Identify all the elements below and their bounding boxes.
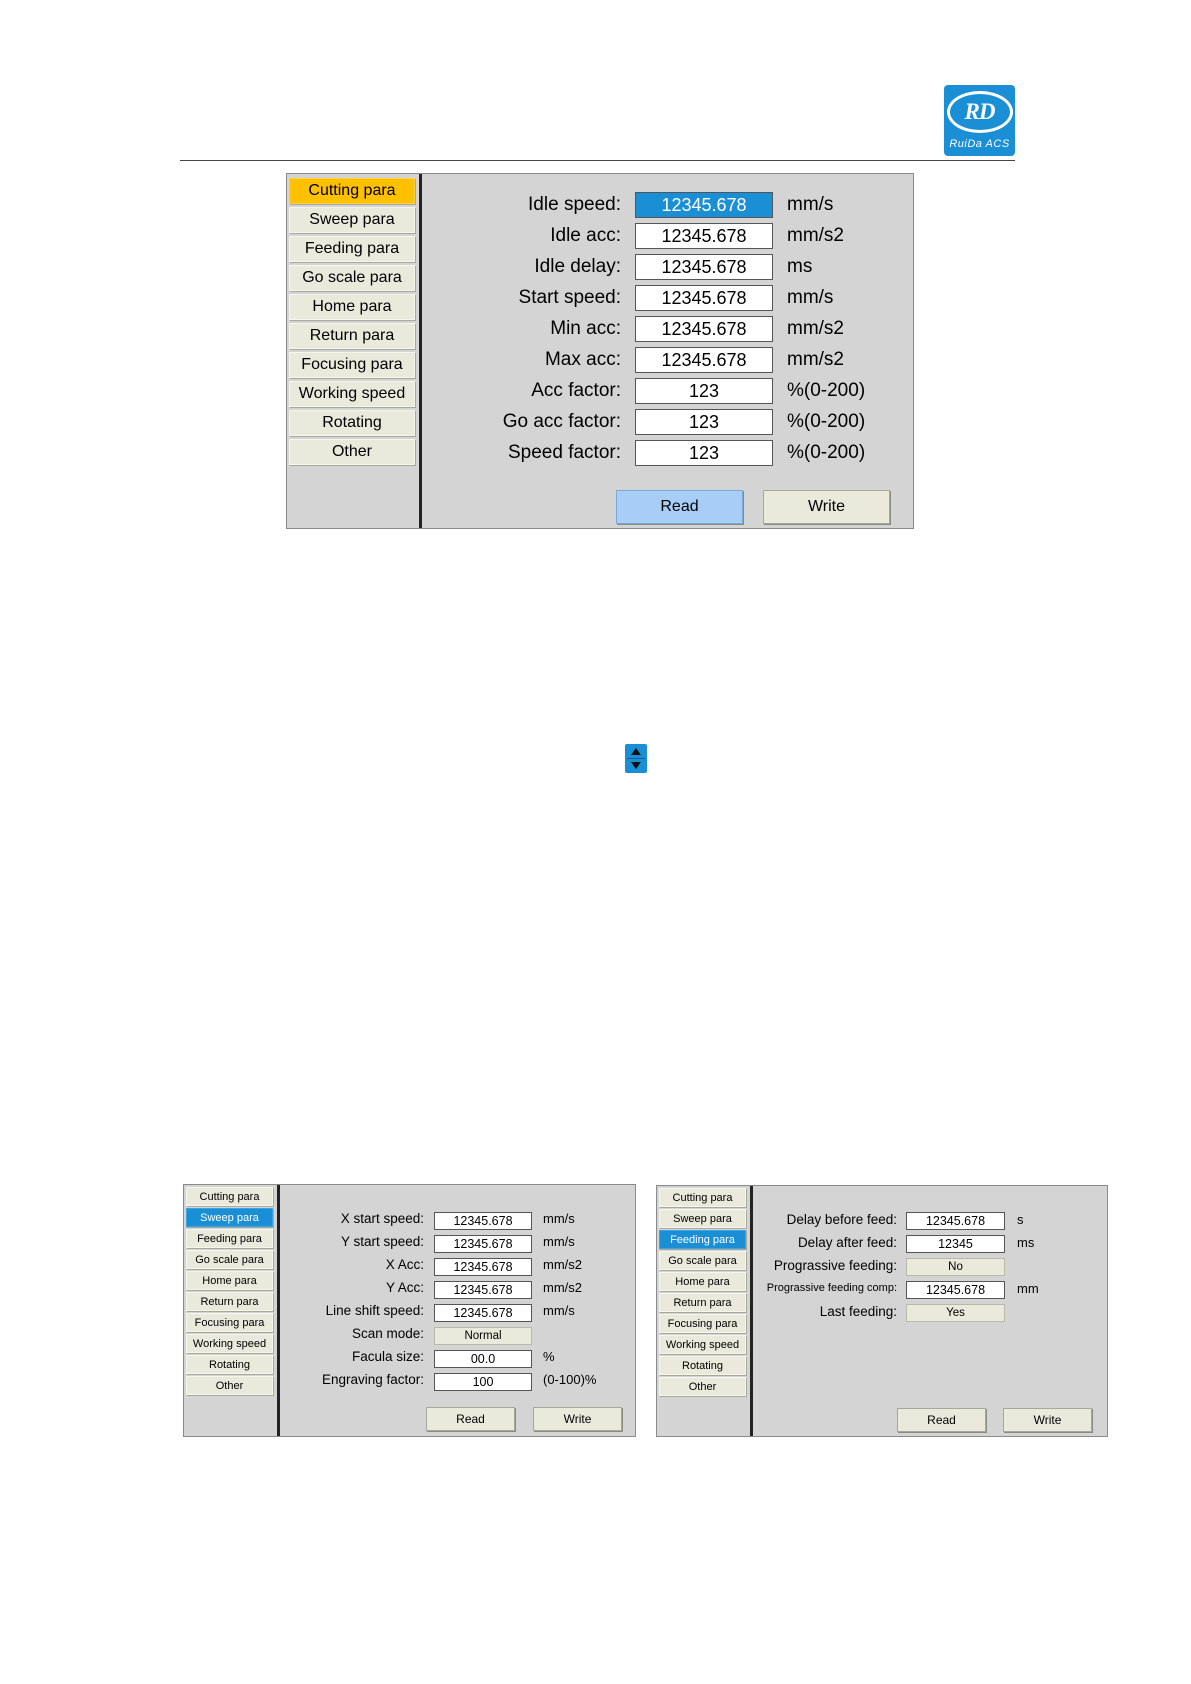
read-button[interactable]: Read	[897, 1408, 986, 1432]
acc-factor-field[interactable]: 123	[635, 378, 773, 404]
delay-before-feed-label: Delay before feed:	[786, 1212, 897, 1227]
y-start-speed-label: Y start speed:	[340, 1234, 424, 1249]
progressive-feeding-comp-unit: mm	[1017, 1281, 1039, 1296]
idle-delay-unit: ms	[787, 256, 813, 277]
up-down-spin-icon	[625, 744, 647, 773]
delay-before-feed-unit: s	[1017, 1212, 1024, 1227]
y-acc-unit: mm/s2	[543, 1280, 582, 1295]
scan-mode-label: Scan mode:	[351, 1326, 424, 1341]
idle-speed-unit: mm/s	[787, 194, 834, 215]
facula-size-field[interactable]: 00.0	[434, 1350, 532, 1368]
x-start-speed-unit: mm/s	[543, 1211, 575, 1226]
max-acc-unit: mm/s2	[787, 349, 844, 370]
menu-item-focusing-para[interactable]: Focusing para	[659, 1314, 746, 1333]
sweep-para-panel	[183, 1184, 636, 1437]
x-acc-unit: mm/s2	[543, 1257, 582, 1272]
progressive-feeding-comp-label: Prograssive feeding comp:	[766, 1282, 897, 1294]
progressive-feeding-label: Prograssive feeding:	[773, 1258, 897, 1273]
max-acc-field[interactable]: 12345.678	[635, 347, 773, 373]
menu-item-go-scale-para[interactable]: Go scale para	[289, 265, 415, 291]
read-button[interactable]: Read	[426, 1407, 515, 1431]
start-speed-label: Start speed:	[518, 287, 621, 308]
menu-item-cutting-para[interactable]: Cutting para	[186, 1187, 273, 1206]
menu-item-working-speed[interactable]: Working speed	[659, 1335, 746, 1354]
line-shift-speed-unit: mm/s	[543, 1303, 575, 1318]
write-button[interactable]: Write	[763, 490, 890, 524]
min-acc-unit: mm/s2	[787, 318, 844, 339]
go-acc-factor-field[interactable]: 123	[635, 409, 773, 435]
go-acc-factor-label: Go acc factor:	[502, 411, 621, 432]
speed-factor-unit: %(0-200)	[787, 442, 866, 463]
min-acc-field[interactable]: 12345.678	[635, 316, 773, 342]
menu-item-home-para[interactable]: Home para	[659, 1272, 746, 1291]
cutting-para-panel	[286, 173, 914, 529]
max-acc-label: Max acc:	[544, 349, 621, 370]
facula-size-label: Facula size:	[351, 1349, 424, 1364]
engraving-factor-field[interactable]: 100	[434, 1373, 532, 1391]
idle-speed-label: Idle speed:	[528, 194, 621, 215]
idle-acc-label: Idle acc:	[550, 225, 621, 246]
scan-mode-select[interactable]: Normal	[434, 1327, 532, 1345]
y-start-speed-field[interactable]: 12345.678	[434, 1235, 532, 1253]
menu-item-other[interactable]: Other	[659, 1377, 746, 1396]
line-shift-speed-label: Line shift speed:	[325, 1303, 424, 1318]
y-acc-field[interactable]: 12345.678	[434, 1281, 532, 1299]
param-menu	[287, 174, 422, 528]
progressive-feeding-comp-field[interactable]: 12345.678	[906, 1281, 1005, 1299]
param-menu	[657, 1186, 753, 1436]
menu-item-sweep-para[interactable]: Sweep para	[186, 1208, 273, 1227]
param-menu	[184, 1185, 280, 1436]
write-button[interactable]: Write	[1003, 1408, 1092, 1432]
delay-after-feed-field[interactable]: 12345	[906, 1235, 1005, 1253]
menu-item-other[interactable]: Other	[289, 439, 415, 465]
menu-item-home-para[interactable]: Home para	[186, 1271, 273, 1290]
menu-item-cutting-para[interactable]: Cutting para	[289, 178, 415, 204]
start-speed-unit: mm/s	[787, 287, 834, 308]
menu-item-go-scale-para[interactable]: Go scale para	[186, 1250, 273, 1269]
last-feeding-select[interactable]: Yes	[906, 1304, 1005, 1322]
write-button[interactable]: Write	[533, 1407, 622, 1431]
header-rule	[180, 160, 1015, 161]
y-acc-label: Y Acc:	[385, 1280, 424, 1295]
read-button[interactable]: Read	[616, 490, 743, 524]
line-shift-speed-field[interactable]: 12345.678	[434, 1304, 532, 1322]
delay-before-feed-field[interactable]: 12345.678	[906, 1212, 1005, 1230]
idle-speed-field[interactable]: 12345.678	[635, 192, 773, 218]
menu-item-sweep-para[interactable]: Sweep para	[289, 207, 415, 233]
menu-item-working-speed[interactable]: Working speed	[289, 381, 415, 407]
feeding-para-panel	[656, 1185, 1108, 1437]
menu-item-working-speed[interactable]: Working speed	[186, 1334, 273, 1353]
ruida-logo	[944, 85, 1015, 156]
logo-subtitle: RuiDa ACS	[949, 138, 1010, 150]
y-start-speed-unit: mm/s	[543, 1234, 575, 1249]
menu-item-return-para[interactable]: Return para	[659, 1293, 746, 1312]
menu-item-focusing-para[interactable]: Focusing para	[186, 1313, 273, 1332]
idle-acc-unit: mm/s2	[787, 225, 844, 246]
facula-size-unit: %	[543, 1349, 555, 1364]
menu-item-rotating[interactable]: Rotating	[186, 1355, 273, 1374]
delay-after-feed-unit: ms	[1017, 1235, 1035, 1250]
acc-factor-unit: %(0-200)	[787, 380, 866, 401]
last-feeding-label: Last feeding:	[819, 1304, 897, 1319]
idle-delay-field[interactable]: 12345.678	[635, 254, 773, 280]
engraving-factor-label: Engraving factor:	[321, 1372, 424, 1387]
acc-factor-label: Acc factor:	[531, 380, 621, 401]
idle-acc-field[interactable]: 12345.678	[635, 223, 773, 249]
speed-factor-field[interactable]: 123	[635, 440, 773, 466]
menu-item-return-para[interactable]: Return para	[289, 323, 415, 349]
menu-item-rotating[interactable]: Rotating	[289, 410, 415, 436]
menu-item-return-para[interactable]: Return para	[186, 1292, 273, 1311]
menu-item-home-para[interactable]: Home para	[289, 294, 415, 320]
go-acc-factor-unit: %(0-200)	[787, 411, 866, 432]
delay-after-feed-label: Delay after feed:	[797, 1235, 897, 1250]
menu-item-go-scale-para[interactable]: Go scale para	[659, 1251, 746, 1270]
menu-item-other[interactable]: Other	[186, 1376, 273, 1395]
progressive-feeding-select[interactable]: No	[906, 1258, 1005, 1276]
speed-factor-label: Speed factor:	[507, 442, 621, 463]
engraving-factor-unit: (0-100)%	[543, 1372, 597, 1387]
menu-item-feeding-para[interactable]: Feeding para	[659, 1230, 746, 1249]
menu-item-focusing-para[interactable]: Focusing para	[289, 352, 415, 378]
start-speed-field[interactable]: 12345.678	[635, 285, 773, 311]
menu-item-cutting-para[interactable]: Cutting para	[659, 1188, 746, 1207]
logo-mark: RD	[947, 91, 1013, 133]
menu-item-feeding-para[interactable]: Feeding para	[289, 236, 415, 262]
menu-item-sweep-para[interactable]: Sweep para	[659, 1209, 746, 1228]
menu-item-rotating[interactable]: Rotating	[659, 1356, 746, 1375]
x-start-speed-field[interactable]: 12345.678	[434, 1212, 532, 1230]
idle-delay-label: Idle delay:	[534, 256, 621, 277]
min-acc-label: Min acc:	[550, 318, 621, 339]
x-acc-label: X Acc:	[385, 1257, 424, 1272]
x-start-speed-label: X start speed:	[340, 1211, 424, 1226]
x-acc-field[interactable]: 12345.678	[434, 1258, 532, 1276]
menu-item-feeding-para[interactable]: Feeding para	[186, 1229, 273, 1248]
